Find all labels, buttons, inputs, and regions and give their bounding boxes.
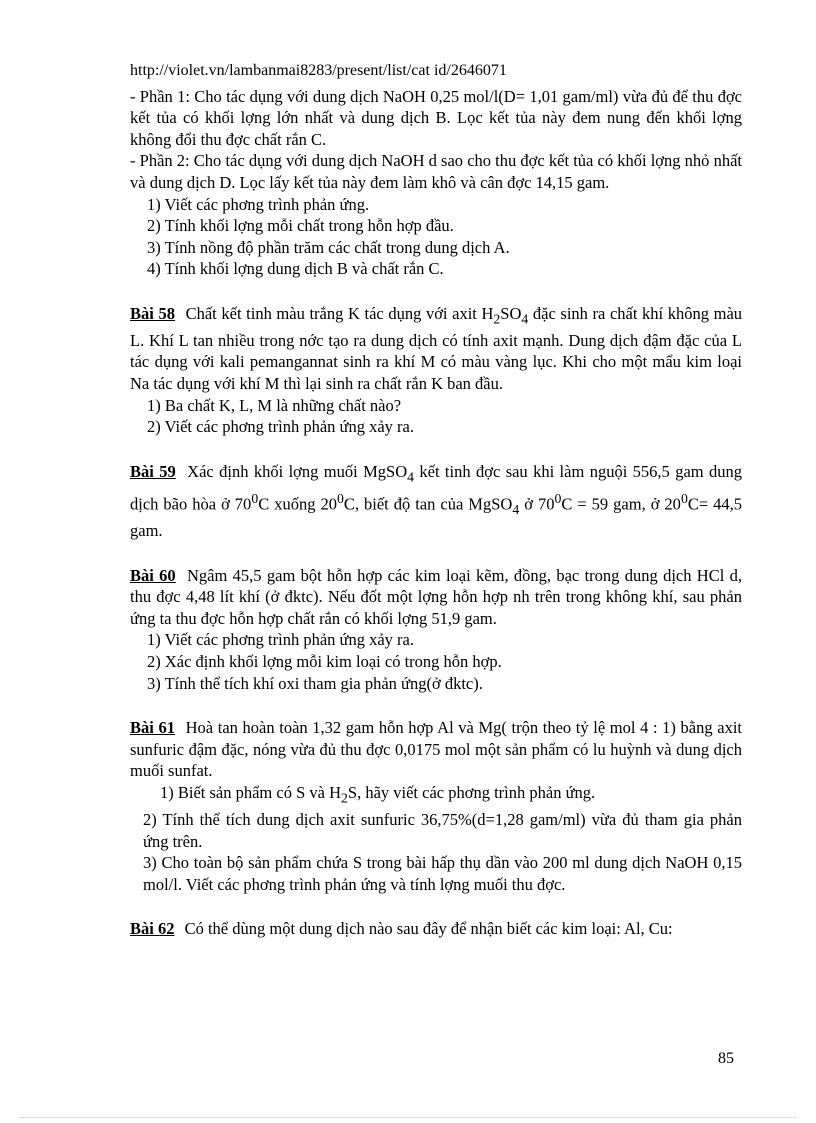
problem-59-t3: C xuống 20 (258, 494, 337, 514)
superscript: 0 (336, 490, 344, 506)
problem-60-question-3: 3) Tính thể tích khí oxi tham gia phản ứng(ở đktc). (147, 673, 483, 693)
subscript: 4 (407, 469, 414, 485)
page-number: 85 (718, 1050, 734, 1067)
subscript: 4 (512, 501, 520, 517)
page-content (130, 60, 742, 940)
problem-58-text-c: đặc sinh ra chất khí không màu L. Khí L tan nhiều trong nớc tạo ra dung dịch có tính axit mạnh. Dung dịch đậm đặc của L tác dụng với kali pemangannat sinh ra khí M có màu vàng lục. Khi cho một mẩu kim loại Na tác dụng với khí M thì lại sinh ra chất rắn K ban đầu. (130, 303, 743, 394)
page-bottom-divider (20, 1117, 796, 1118)
problem-61-q1-b: S, hãy viết các phơng trình phản ứng. (347, 783, 596, 803)
problem-61-question-3: 3) Cho toàn bộ sản phẩm chứa S trong bài hấp thụ dần vào 200 ml dung dịch NaOH 0,15 mol/l. Viết các phơng trình phản ứng và tính lợng muối thu đợc. (143, 853, 742, 894)
intro-question-3: 3) Tính nồng độ phần trăm các chất trong dung dịch A. (147, 237, 510, 257)
part-1-text: - Phần 1: Cho tác dụng với dung dịch NaOH 0,25 mol/l(D= 1,01 gam/ml) vừa đủ để thu đợc kết tủa có khối lợng lớn nhất và dung dịch B. Lọc kết tủa này đem nung đến khối lợng không đổi thu đợc chất rắn C. (130, 86, 742, 149)
problem-59-t2: kết tinh đợc sau khi làm nguội 556,5 gam dung dịch bão hòa ở 70 (130, 461, 742, 514)
problem-59-t4: C, biết độ tan của MgSO (343, 494, 513, 514)
problem-60-text: Ngâm 45,5 gam bột hỗn hợp các kim loại kẽm, đồng, bạc trong dung dịch HCl d, thu đợc 4,48 lít khí (ở đktc). Nếu đốt một lợng hỗn hợp nh trên trong không khí, sau phản ứng ta thu đợc hỗn hợp chất rắn có khối lợng 51,9 gam. (130, 565, 743, 628)
problem-61-q1-a: 1) Biết sản phẩm có S và H (160, 783, 342, 803)
problem-61-label: Bài 61 (130, 718, 175, 738)
problem-61-text: Hoà tan hoàn toàn 1,32 gam hỗn hợp Al và Mg( trộn theo tỷ lệ mol 4 : 1) bằng axit sunfuric đậm đặc, nóng vừa đủ thu đợc 0,0175 mol một sản phẩm có lu huỳnh và dung dịch muối sunfat. (130, 718, 743, 781)
superscript: 0 (554, 490, 562, 506)
intro-question-2: 2) Tính khối lợng mỗi chất trong hỗn hợp đầu. (147, 216, 454, 236)
problem-58-question-1: 1) Ba chất K, L, M là những chất nào? (147, 395, 402, 415)
problem-59-label: Bài 59 (130, 461, 176, 481)
superscript: 0 (680, 490, 688, 506)
problem-61 (130, 717, 742, 782)
intro-question-1: 1) Viết các phơng trình phản ứng. (147, 194, 370, 214)
problem-59-t6: C = 59 gam, ở 20 (561, 494, 681, 514)
subscript: 2 (341, 790, 348, 806)
problem-58-text-a: Chất kết tinh màu trắng K tác dụng với axit H (185, 303, 494, 323)
problem-58-label: Bài 58 (130, 303, 175, 323)
problem-60-question-1: 1) Viết các phơng trình phản ứng xảy ra. (147, 630, 415, 650)
source-url: http://violet.vn/lambanmai8283/present/list/cat id/2646071 (130, 62, 507, 79)
problem-61-question-1 (130, 782, 742, 809)
problem-60 (130, 565, 742, 630)
problem-59-t7: C= 44,5 gam. (130, 494, 743, 541)
problem-59-t5: ở 70 (519, 494, 555, 514)
problem-59 (130, 461, 742, 542)
part-2-text: - Phần 2: Cho tác dụng với dung dịch NaOH d sao cho thu đợc kết tủa có khối lợng nhỏ nhất và dung dịch D. Lọc lấy kết tủa này đem làm khô và cân đợc 14,15 gam. (130, 151, 742, 192)
problem-58-text-b: SO (500, 303, 522, 323)
problem-58-question-2: 2) Viết các phơng trình phản ứng xảy ra. (147, 417, 415, 437)
problem-61-question-2: 2) Tính thể tích dung dịch axit sunfuric 36,75%(d=1,28 gam/ml) vừa đủ tham gia phản ứng trên. (143, 809, 742, 851)
superscript: 0 (251, 490, 259, 506)
subscript-2: 2 (493, 311, 501, 327)
problem-62 (130, 918, 742, 940)
subscript-4: 4 (521, 311, 529, 327)
problem-62-text: Có thể dùng một dung dịch nào sau đây để nhận biết các kim loại: Al, Cu: (184, 919, 673, 939)
problem-58 (130, 303, 742, 395)
problem-62-label: Bài 62 (130, 919, 175, 939)
problem-60-label: Bài 60 (130, 565, 176, 585)
problem-60-question-2: 2) Xác định khối lợng mỗi kim loại có trong hỗn hợp. (147, 652, 502, 672)
intro-question-4: 4) Tính khối lợng dung dịch B và chất rắn C. (147, 259, 444, 279)
problem-59-t1: Xác định khối lợng muối MgSO (187, 461, 408, 481)
